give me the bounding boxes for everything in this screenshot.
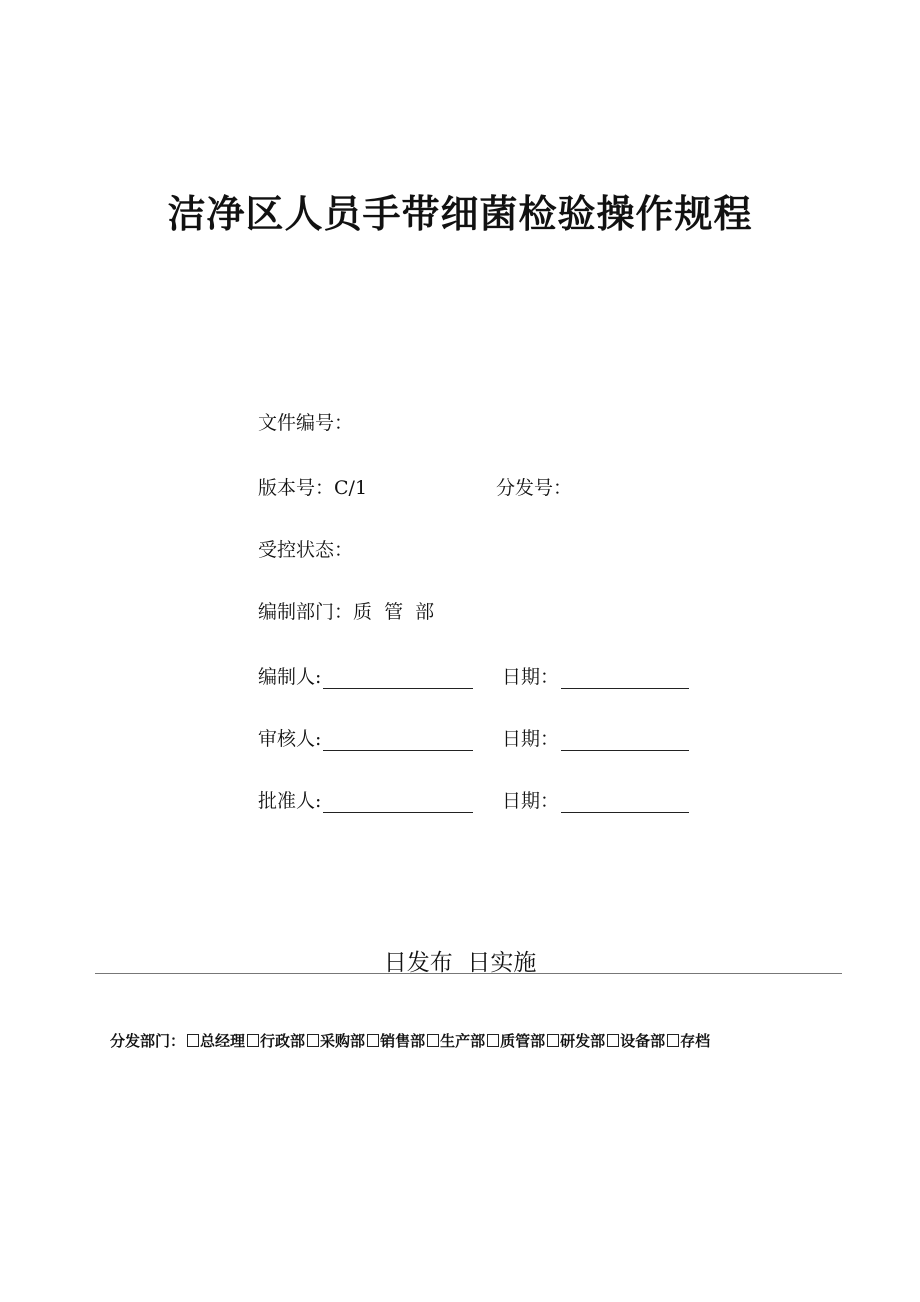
approver-date-blank-line[interactable] [561,792,689,813]
checkbox-0[interactable] [187,1034,199,1047]
compiler-blank-line[interactable] [323,668,473,689]
version-value: C/1 [334,477,368,499]
approver-date-label: 日期： [502,790,560,812]
checkbox-4[interactable] [427,1034,439,1047]
department-item-label: 生产部 [440,1032,486,1050]
distribution-departments [110,1030,710,1051]
control-status-label: 受控状态： [258,539,354,561]
department-item-label: 质管部 [500,1032,546,1050]
department-item-label: 销售部 [380,1032,426,1050]
reviewer-label: 审核人: [258,728,322,750]
file-number-label: 文件编号： [258,412,354,434]
compiler-date-label: 日期： [502,666,560,688]
department-value: 质 管 部 [353,601,435,623]
implement-label: 日实施 [467,950,537,976]
compiler-date [502,665,689,689]
control-status-row [258,538,353,562]
compiler-date-blank-line[interactable] [561,668,689,689]
reviewer-date-blank-line[interactable] [561,730,689,751]
checkbox-7[interactable] [607,1034,619,1047]
approver-blank-line[interactable] [323,792,473,813]
checkbox-6[interactable] [547,1034,559,1047]
document-title: 洁净区人员手带细菌检验操作规程 [167,191,753,236]
department-item-label: 设备部 [620,1032,666,1050]
file-number-row [258,411,353,435]
publish-label: 日发布 [383,950,453,976]
distribution-label: 分发部门： [110,1032,186,1050]
department-item-label: 总经理 [200,1032,246,1050]
distribution-number-label: 分发号： [496,477,573,499]
department-item-label: 采购部 [320,1032,366,1050]
department-item-label: 存档 [680,1032,711,1050]
reviewer-date [502,727,689,751]
checkbox-1[interactable] [247,1034,259,1047]
department-row [258,600,434,624]
divider-line [95,973,842,974]
approver-date [502,789,689,813]
signature-row-reviewer [258,727,560,751]
checkbox-5[interactable] [487,1034,499,1047]
department-item-label: 行政部 [260,1032,306,1050]
signature-row-approver [258,789,560,813]
department-item-label: 研发部 [560,1032,606,1050]
checkbox-2[interactable] [307,1034,319,1047]
version-row [258,476,573,500]
checkbox-3[interactable] [367,1034,379,1047]
signature-row-compiler [258,665,560,689]
department-label: 编制部门： [258,601,354,623]
department-checkbox-list [185,1032,710,1050]
compiler-label: 编制人: [258,666,322,688]
approver-label: 批准人: [258,790,322,812]
checkbox-8[interactable] [667,1034,679,1047]
reviewer-date-label: 日期： [502,728,560,750]
version-label: 版本号： [258,477,335,499]
reviewer-blank-line[interactable] [323,730,473,751]
